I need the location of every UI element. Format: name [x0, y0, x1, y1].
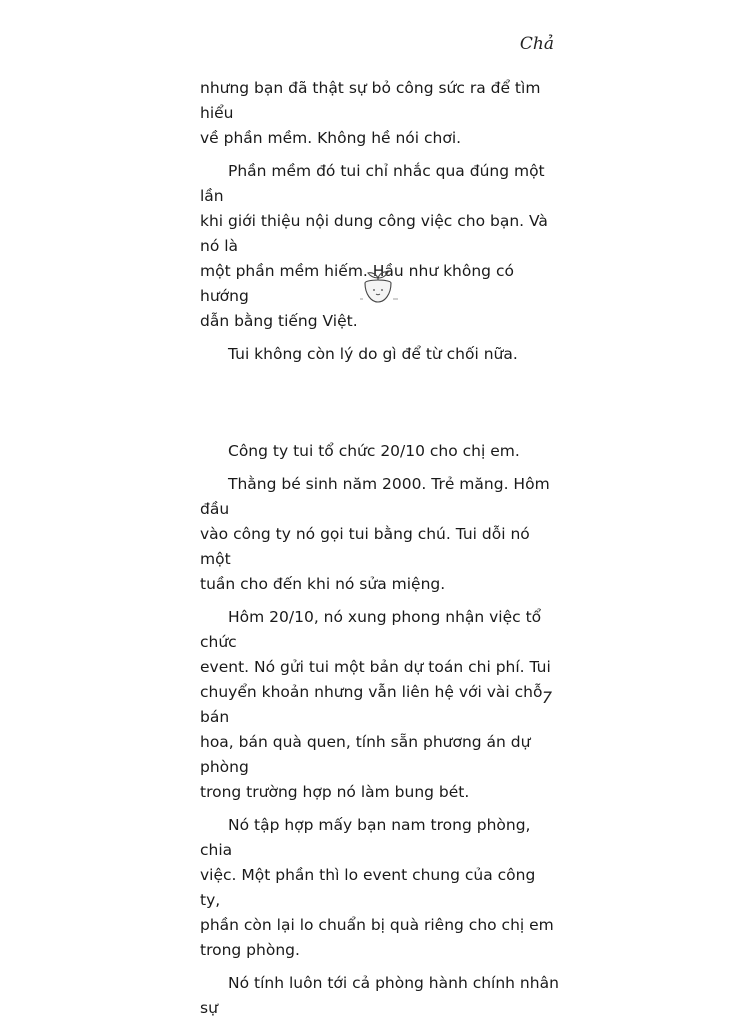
text-line: Nó tính luôn tới cả phòng hành chính nhân sự	[200, 974, 559, 1017]
text-line: Nó tập hợp mấy bạn nam trong phòng, chia	[200, 816, 531, 859]
text-line: về phần mềm. Không hề nói chơi.	[200, 129, 462, 147]
text-line: chuyển khoản nhưng vẫn liên hệ với vài chỗ bán	[200, 683, 543, 726]
paragraph	[200, 342, 560, 367]
paragraph	[200, 971, 560, 1021]
running-header: Chả	[519, 34, 554, 54]
text-line: khi giới thiệu nội dung công việc cho bạn. Và nó là	[200, 212, 548, 255]
body-text	[200, 76, 560, 1021]
text-line: phần còn lại lo chuẩn bị quà riêng cho chị em	[200, 916, 554, 934]
text-line: việc. Một phần thì lo event chung của công ty,	[200, 866, 536, 909]
text-line: event. Nó gửi tui một bản dự toán chi phí. Tui	[200, 658, 551, 676]
text-line: Thằng bé sinh năm 2000. Trẻ măng. Hôm đầu	[200, 475, 550, 518]
page-number: 7	[541, 688, 552, 707]
text-line: Phần mềm đó tui chỉ nhắc qua đúng một lần	[200, 162, 545, 205]
text-line: nhưng bạn đã thật sự bỏ công sức ra để tìm hiểu	[200, 79, 541, 122]
text-line: trong trường hợp nó làm bung bét.	[200, 783, 470, 801]
paragraph	[200, 472, 560, 597]
text-line: Hôm 20/10, nó xung phong nhận việc tổ chức	[200, 608, 542, 651]
paragraph	[200, 439, 560, 464]
text-line: tuần cho đến khi nó sửa miệng.	[200, 575, 446, 593]
paragraph	[200, 605, 560, 805]
text-line: một phần mềm hiếm. Hầu như không có hướng	[200, 262, 514, 305]
text-line: trong phòng.	[200, 941, 300, 959]
text-line: Tui không còn lý do gì để từ chối nữa.	[228, 345, 518, 363]
text-line: dẫn bằng tiếng Việt.	[200, 312, 358, 330]
paragraph	[200, 813, 560, 963]
sprout-pot-icon	[353, 266, 403, 306]
text-line: Công ty tui tổ chức 20/10 cho chị em.	[228, 442, 520, 460]
paragraph	[200, 159, 560, 334]
text-line: hoa, bán quà quen, tính sẵn phương án dự phòng	[200, 733, 531, 776]
text-line: vào công ty nó gọi tui bằng chú. Tui dỗi nó một	[200, 525, 530, 568]
paragraph	[200, 76, 560, 151]
